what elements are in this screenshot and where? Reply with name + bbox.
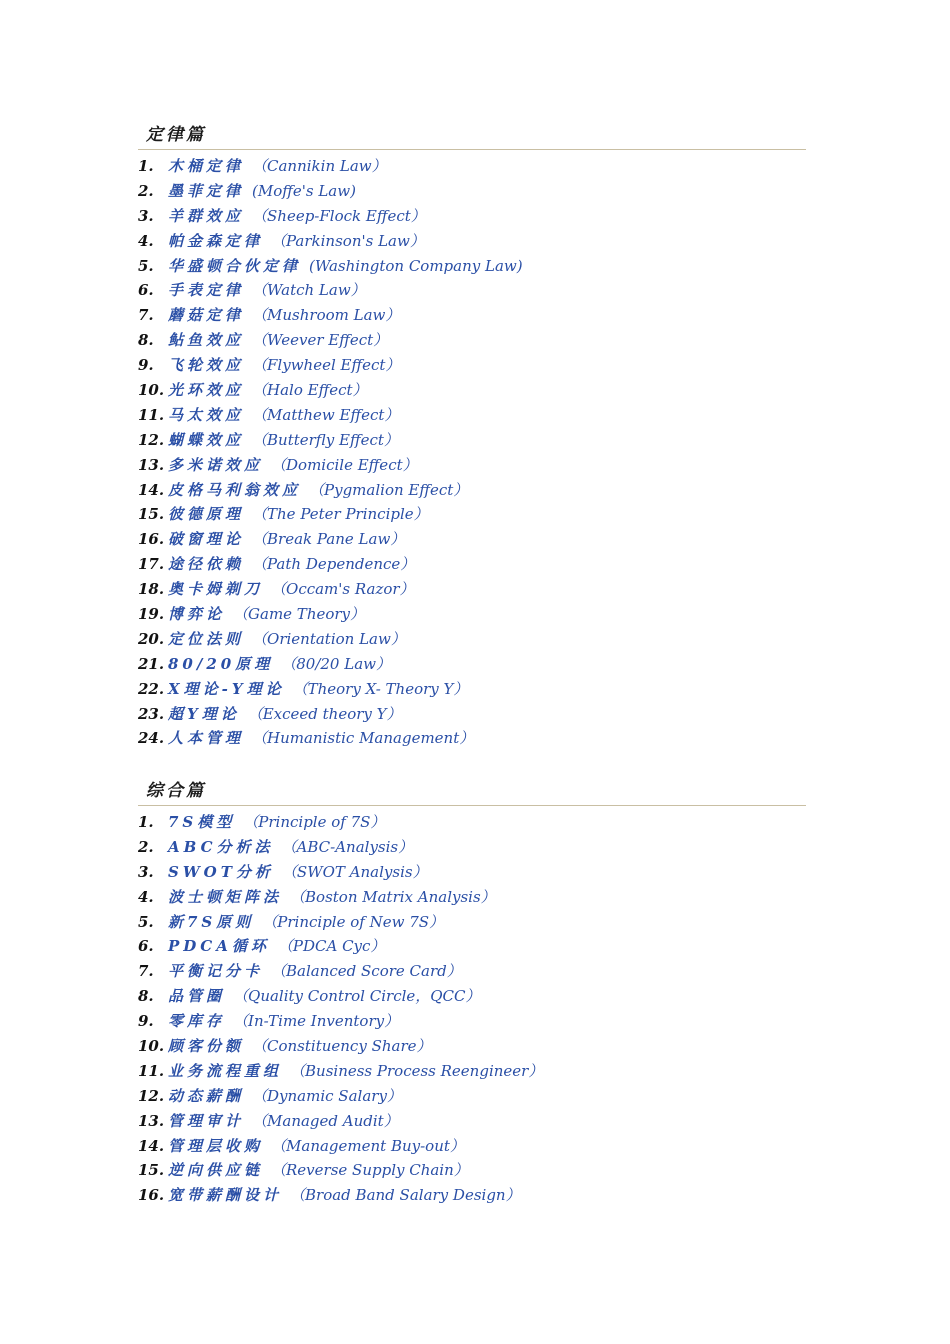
list-item [138,353,806,378]
item-chinese-name: X理论-Y理论 [168,679,285,698]
list-item [138,1059,806,1084]
item-chinese-name: 零库存 [168,1012,226,1031]
item-number: 16. [138,530,165,549]
item-number: 11. [138,1061,165,1080]
list-item [138,453,806,478]
item-number: 13. [138,1111,165,1130]
list-item [138,835,806,860]
item-english-name: （SWOT Analysis） [281,862,428,881]
item-number: 6. [138,281,154,300]
laws-list [138,154,806,751]
item-english-name: (Moffe's Law) [252,181,356,200]
item-english-name: （Management Buy-out） [271,1136,465,1155]
item-english-name: （Matthew Effect） [252,405,400,424]
item-number: 10. [138,1037,165,1056]
section-title-general: 综合篇 [146,781,206,801]
item-chinese-name: 马太效应 [168,405,245,424]
item-english-name: （Boston Matrix Analysis） [290,887,496,906]
item-chinese-name: SWOT分析 [168,862,274,881]
item-number: 18. [138,580,165,599]
item-english-name: （Mushroom Law） [252,306,401,325]
list-item [138,577,806,602]
item-english-name: （Butterfly Effect） [252,430,399,449]
section-divider [138,805,806,806]
item-chinese-name: 彼德原理 [168,505,245,524]
item-number: 4. [138,231,154,250]
list-item [138,278,806,303]
item-number: 15. [138,1161,165,1180]
item-number: 5. [138,912,154,931]
item-chinese-name: 多米诺效应 [168,455,264,474]
item-chinese-name: 帕金森定律 [168,231,264,250]
item-number: 8. [138,987,154,1006]
item-number: 15. [138,505,165,524]
item-chinese-name: 途径依赖 [168,555,245,574]
item-english-name: （Domicile Effect） [271,455,418,474]
item-english-name: （Sheep-Flock Effect） [252,206,426,225]
item-chinese-name: 动态薪酬 [168,1086,245,1105]
list-item [138,328,806,353]
item-number: 1. [138,157,154,175]
list-item [138,229,806,254]
item-english-name: （Theory X- Theory Y） [292,679,469,698]
item-english-name: （Halo Effect） [252,381,368,400]
item-number: 9. [138,1012,154,1031]
list-item [138,552,806,577]
item-number: 14. [138,1136,165,1155]
item-english-name: （Orientation Law） [252,629,406,648]
item-chinese-name: 墨菲定律 [168,181,245,200]
item-number: 22. [138,679,165,698]
list-item [138,1084,806,1109]
item-english-name: （Watch Law） [252,281,366,300]
section-laws [138,124,806,751]
item-number: 2. [138,181,154,200]
item-chinese-name: 蘑菇定律 [168,306,245,325]
item-number: 20. [138,629,165,648]
item-english-name: （80/20 Law） [281,654,391,673]
item-chinese-name: 超Y理论 [168,704,240,723]
item-number: 6. [138,937,154,956]
list-item [138,652,806,677]
item-number: 12. [138,1086,165,1105]
item-number: 9. [138,356,154,375]
item-chinese-name: 人本管理 [168,729,245,748]
item-number: 17. [138,555,165,574]
item-english-name: （PDCA Cyc） [277,937,386,956]
item-chinese-name: 皮格马利翁效应 [168,480,302,499]
item-chinese-name: 管理审计 [168,1111,245,1130]
item-english-name: （Humanistic Management） [252,729,475,748]
item-chinese-name: 破窗理论 [168,530,245,549]
item-english-name: （Exceed theory Y） [247,704,402,723]
list-item [138,910,806,935]
list-item [138,527,806,552]
list-item [138,179,806,204]
item-chinese-name: 定位法则 [168,629,245,648]
list-item [138,154,806,179]
item-english-name: （Broad Band Salary Design） [290,1186,521,1205]
item-english-name: （Constituency Share） [252,1037,432,1056]
item-english-name: （Business Process Reengineer） [290,1061,544,1080]
item-number: 11. [138,405,165,424]
item-english-name: （ABC-Analysis） [281,837,414,856]
item-chinese-name: 鲇鱼效应 [168,331,245,350]
list-item [138,677,806,702]
item-number: 12. [138,430,165,449]
list-item [138,702,806,727]
list-item [138,1109,806,1134]
list-item [138,378,806,403]
list-item [138,204,806,229]
section-divider [138,149,806,150]
section-title-laws: 定律篇 [146,125,206,145]
item-number: 24. [138,729,165,748]
list-item [138,403,806,428]
item-english-name: （Principle of 7S） [243,813,386,831]
general-list [138,810,806,1208]
item-number: 14. [138,480,165,499]
item-english-name: （Occam's Razor） [271,580,415,599]
item-chinese-name: 宽带薪酬设计 [168,1186,283,1205]
item-english-name: （Balanced Score Card） [271,962,462,981]
item-english-name: （Flywheel Effect） [252,356,401,375]
item-chinese-name: 羊群效应 [168,206,245,225]
item-number: 3. [138,206,154,225]
item-chinese-name: 品管圈 [168,987,226,1006]
item-chinese-name: 管理层收购 [168,1136,264,1155]
list-item [138,984,806,1009]
item-number: 4. [138,887,154,906]
item-chinese-name: 蝴蝶效应 [168,430,245,449]
list-item [138,860,806,885]
item-number: 13. [138,455,165,474]
item-chinese-name: 80/20原理 [168,654,274,673]
list-item [138,1158,806,1183]
item-chinese-name: 博弈论 [168,605,226,624]
item-number: 10. [138,381,165,400]
item-english-name: （Parkinson's Law） [271,231,425,250]
list-item [138,1009,806,1034]
list-item [138,1034,806,1059]
list-item [138,502,806,527]
item-english-name: （Game Theory） [233,605,366,624]
item-english-name: (Washington Company Law) [309,256,523,275]
list-item [138,1183,806,1208]
list-item [138,428,806,453]
item-english-name: （The Peter Principle） [252,505,429,524]
list-item [138,726,806,751]
item-chinese-name: ABC分析法 [168,837,274,856]
item-number: 23. [138,704,165,723]
item-english-name: （Cannikin Law） [252,157,387,175]
item-number: 16. [138,1186,165,1205]
item-chinese-name: 逆向供应链 [168,1161,264,1180]
list-item [138,885,806,910]
item-english-name: （Path Dependence） [252,555,416,574]
item-chinese-name: 业务流程重组 [168,1061,283,1080]
item-english-name: （Pygmalion Effect） [309,480,469,499]
list-item [138,478,806,503]
list-item [138,1134,806,1159]
item-number: 1. [138,813,154,831]
list-item [138,934,806,959]
list-item [138,627,806,652]
item-english-name: （Weever Effect） [252,331,389,350]
item-chinese-name: 光环效应 [168,381,245,400]
list-item [138,303,806,328]
item-english-name: （Managed Audit） [252,1111,399,1130]
item-number: 21. [138,654,165,673]
list-item [138,810,806,835]
item-chinese-name: 顾客份额 [168,1037,245,1056]
section-general [138,780,806,1208]
item-chinese-name: 平衡记分卡 [168,962,264,981]
item-number: 2. [138,837,154,856]
item-number: 8. [138,331,154,350]
item-number: 7. [138,306,154,325]
item-chinese-name: 手表定律 [168,281,245,300]
item-english-name: （In-Time Inventory） [233,1012,400,1031]
item-chinese-name: 波士顿矩阵法 [168,887,283,906]
item-number: 19. [138,605,165,624]
item-chinese-name: 木桶定律 [168,157,245,175]
item-chinese-name: 7S模型 [168,813,236,831]
item-chinese-name: 华盛顿合伙定律 [168,256,302,275]
item-english-name: （Reverse Supply Chain） [271,1161,469,1180]
item-english-name: （Dynamic Salary） [252,1086,402,1105]
item-chinese-name: PDCA循环 [168,937,270,956]
item-english-name: （Principle of New 7S） [262,912,445,931]
item-chinese-name: 新7S原则 [168,912,255,931]
list-item [138,602,806,627]
item-english-name: （Quality Control Circle，QCC） [233,987,481,1006]
item-english-name: （Break Pane Law） [252,530,406,549]
item-number: 5. [138,256,154,275]
item-number: 7. [138,962,154,981]
list-item [138,254,806,279]
item-number: 3. [138,862,154,881]
item-chinese-name: 奥卡姆剃刀 [168,580,264,599]
item-chinese-name: 飞轮效应 [168,356,245,375]
list-item [138,959,806,984]
